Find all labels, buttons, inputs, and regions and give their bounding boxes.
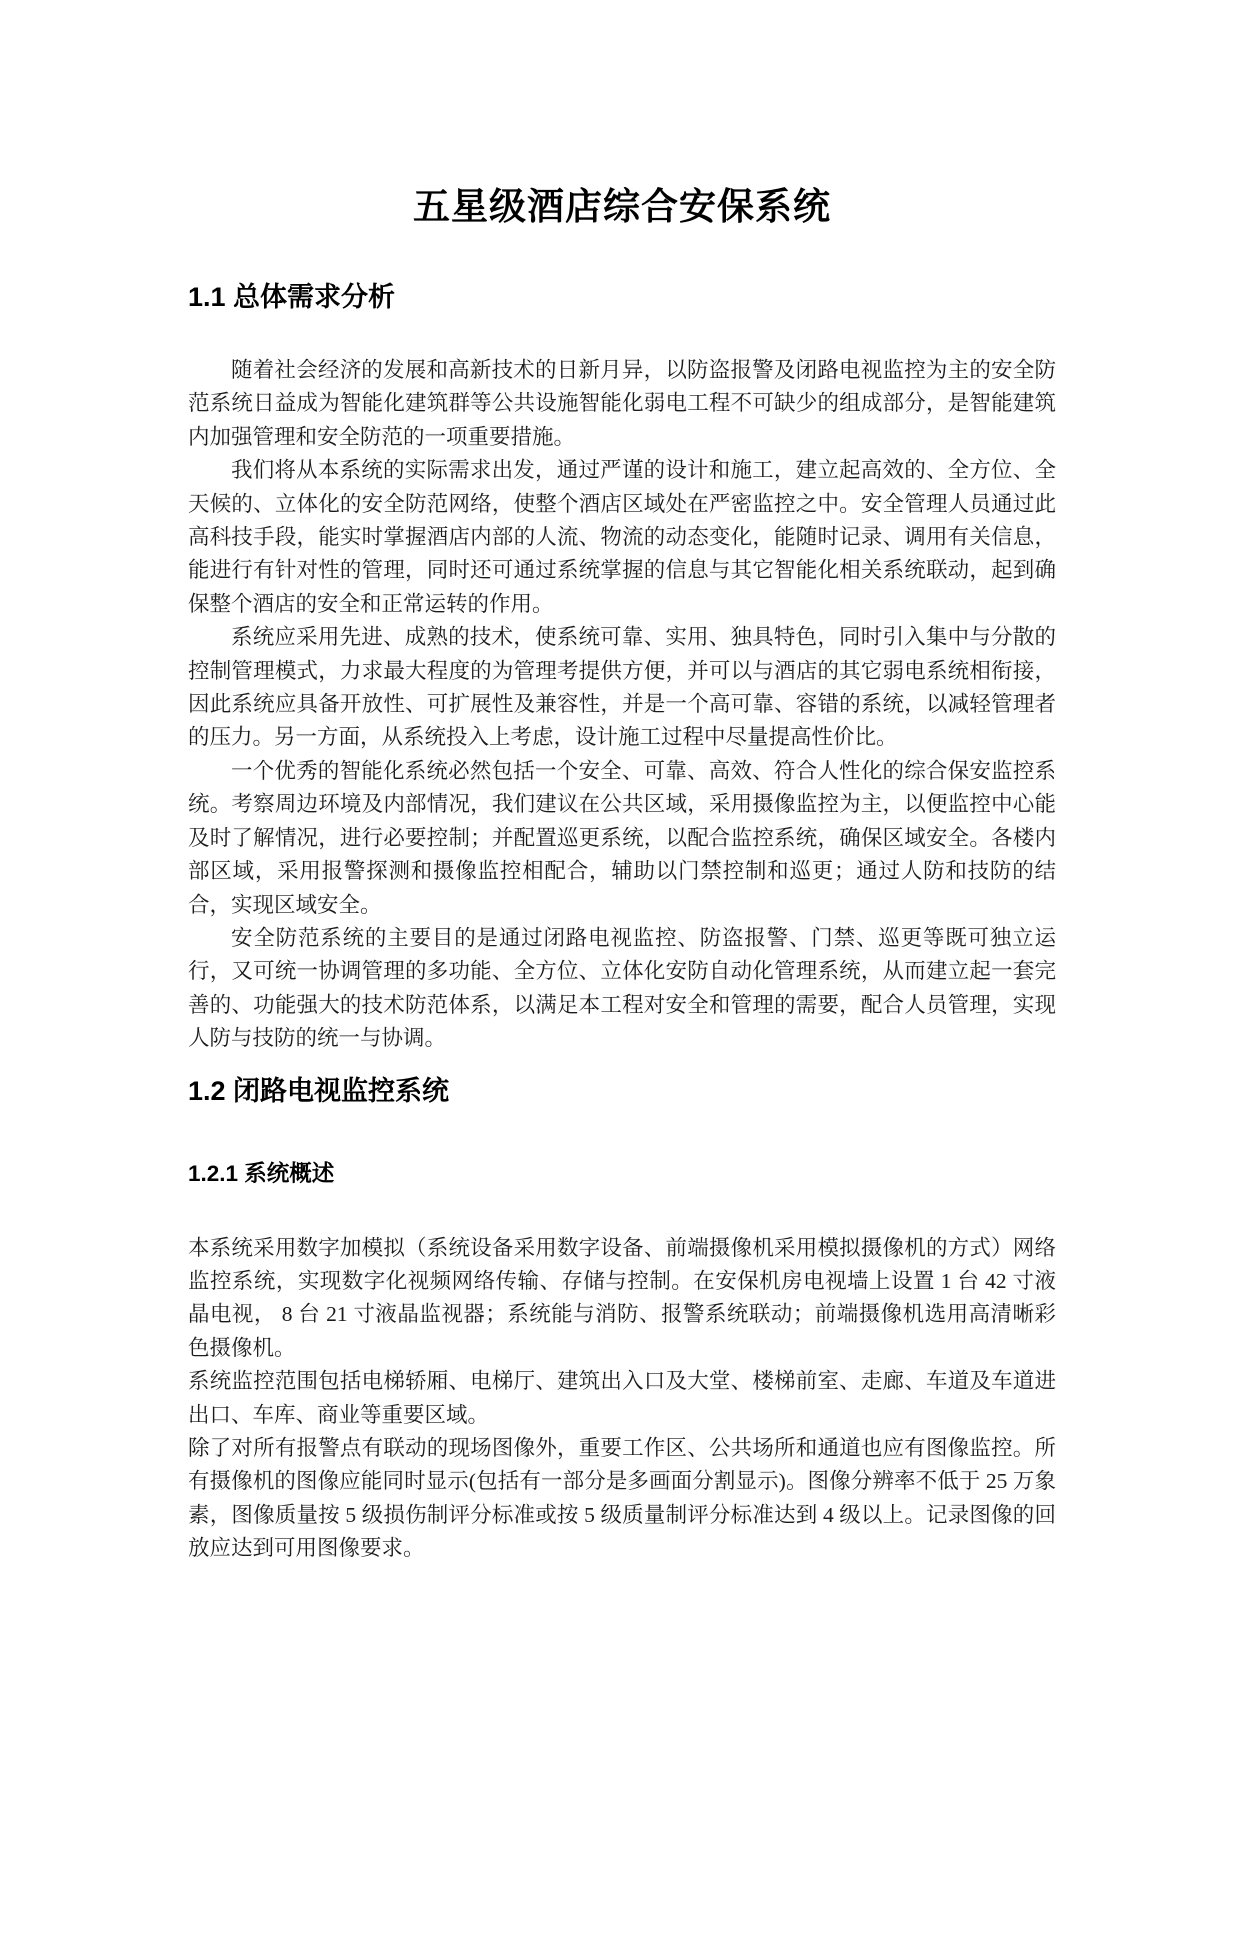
paragraph-overview-5: 安全防范系统的主要目的是通过闭路电视监控、防盗报警、门禁、巡更等既可独立运行，又可统一协调管理的多功能、全方位、立体化安防自动化管理系统，从而建立起一套完善的、功能强大的技术防范体系，以满足本工程对安全和管理的需要，配合人员管理，实现人防与技防的统一与协调。: [188, 925, 1056, 1051]
document-title: 五星级酒店综合安保系统: [413, 187, 831, 228]
paragraph-cctv-2: 系统监控范围包括电梯轿厢、电梯厅、建筑出入口及大堂、楼梯前室、走廊、车道及车道进出口、车库、商业等重要区域。: [188, 1369, 1056, 1427]
heading-section-1-2: 1.2 闭路电视监控系统: [188, 1075, 450, 1106]
heading-section-1-1: 1.1 总体需求分析: [188, 282, 396, 312]
paragraph-cctv-1: 本系统采用数字加模拟（系统设备采用数字设备、前端摄像机采用模拟摄像机的方式）网络监控系统，实现数字化视频网络传输、存储与控制。在安保机房电视墙上设置 1 台 42 寸液晶电视， 8 台 21 寸液晶监视器；系统能与消防、报警系统联动；前端摄像机选用高清晰彩色摄像机。: [188, 1235, 1056, 1360]
paragraph-cctv-3: 除了对所有报警点有联动的现场图像外，重要工作区、公共场所和通道也应有图像监控。所有摄像机的图像应能同时显示(包括有一部分是多画面分割显示)。图像分辨率不低于 25 万象素，图像质量按 5 级损伤制评分标准或按 5 级质量制评分标准达到 4 级以上。记录图像的回放应达到可用图像要求。: [188, 1435, 1056, 1561]
heading-section-1-2-1: 1.2.1 系统概述: [188, 1160, 335, 1186]
paragraph-overview-3: 系统应采用先进、成熟的技术，使系统可靠、实用、独具特色，同时引入集中与分散的控制管理模式，力求最大程度的为管理考提供方便，并可以与酒店的其它弱电系统相衔接，因此系统应具备开放性、可扩展性及兼容性，并是一个高可靠、容错的系统，以减轻管理者的压力。另一方面，从系统投入上考虑，设计施工过程中尽量提高性价比。: [188, 625, 1056, 750]
paragraph-overview-1: 随着社会经济的发展和高新技术的日新月异，以防盗报警及闭路电视监控为主的安全防范系统日益成为智能化建筑群等公共设施智能化弱电工程不可缺少的组成部分，是智能建筑内加强管理和安全防范的一项重要措施。: [188, 358, 1056, 449]
paragraph-overview-2: 我们将从本系统的实际需求出发，通过严谨的设计和施工，建立起高效的、全方位、全天候的、立体化的安全防范网络，使整个酒店区域处在严密监控之中。安全管理人员通过此高科技手段，能实时掌握酒店内部的人流、物流的动态变化，能随时记录、调用有关信息，能进行有针对性的管理，同时还可通过系统掌握的信息与其它智能化相关系统联动，起到确保整个酒店的安全和正常运转的作用。: [188, 458, 1056, 616]
document-page: [0, 186, 1240, 1566]
paragraph-overview-4: 一个优秀的智能化系统必然包括一个安全、可靠、高效、符合人性化的综合保安监控系统。考察周边环境及内部情况，我们建议在公共区域，采用摄像监控为主，以便监控中心能及时了解情况，进行必要控制；并配置巡更系统，以配合监控系统，确保区域安全。各楼内部区域，采用报警探测和摄像监控相配合，辅助以门禁控制和巡更；通过人防和技防的结合，实现区域安全。: [188, 758, 1056, 917]
